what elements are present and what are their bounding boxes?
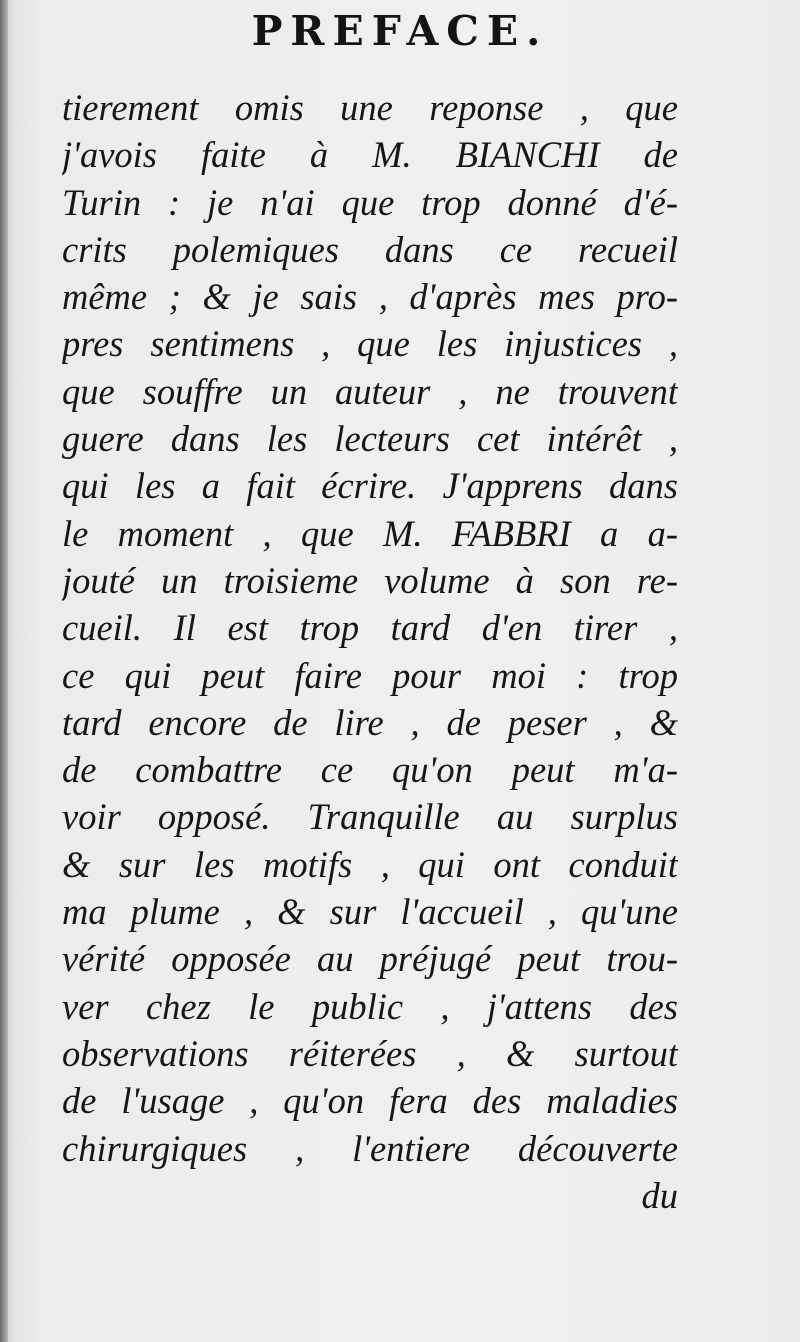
body-text bbox=[62, 84, 678, 1219]
text-line: chirurgiques , l'entiere découverte bbox=[62, 1127, 678, 1169]
text-line: pres sentimens , que les injustices , bbox=[62, 323, 678, 365]
text-line: ma plume , & sur l'accueil , qu'une bbox=[62, 891, 678, 933]
page-gutter-shadow bbox=[0, 0, 8, 1342]
text-line: ver chez le public , j'attens des bbox=[62, 985, 678, 1027]
text-line: cueil. Il est trop tard d'en tirer , bbox=[62, 607, 678, 649]
text-line: qui les a fait écrire. J'apprens dans bbox=[62, 465, 678, 507]
text-line: j'avois faite à M. BIANCHI de bbox=[62, 134, 678, 176]
text-line: tierement omis une reponse , que bbox=[62, 87, 678, 128]
text-line: de l'usage , qu'on fera des maladies bbox=[62, 1080, 678, 1122]
text-line: & sur les motifs , qui ont conduit bbox=[62, 843, 678, 885]
text-line: tard encore de lire , de peser , & bbox=[62, 701, 678, 743]
text-line: que souffre un auteur , ne trouvent bbox=[62, 370, 678, 412]
running-head: PREFACE. bbox=[251, 7, 549, 55]
text-line: le moment , que M. FABBRI a a- bbox=[62, 512, 678, 554]
text-line: vérité opposée au préjugé peut trou- bbox=[62, 938, 678, 980]
text-line: voir opposé. Tranquille au surplus bbox=[62, 796, 678, 838]
text-line: observations réiterées , & surtout bbox=[62, 1032, 678, 1074]
text-line: ce qui peut faire pour moi : trop bbox=[62, 654, 678, 696]
text-line: même ; & je sais , d'après mes pro- bbox=[62, 276, 678, 318]
text-line: de combattre ce qu'on peut m'a- bbox=[62, 749, 678, 791]
catchword: du bbox=[641, 1174, 678, 1216]
text-line: guere dans les lecteurs cet intérêt , bbox=[62, 418, 678, 460]
text-line: jouté un troisieme volume à son re- bbox=[62, 559, 678, 601]
text-line: Turin : je n'ai que trop donné d'é- bbox=[62, 181, 678, 223]
text-line: crits polemiques dans ce recueil bbox=[62, 228, 678, 270]
